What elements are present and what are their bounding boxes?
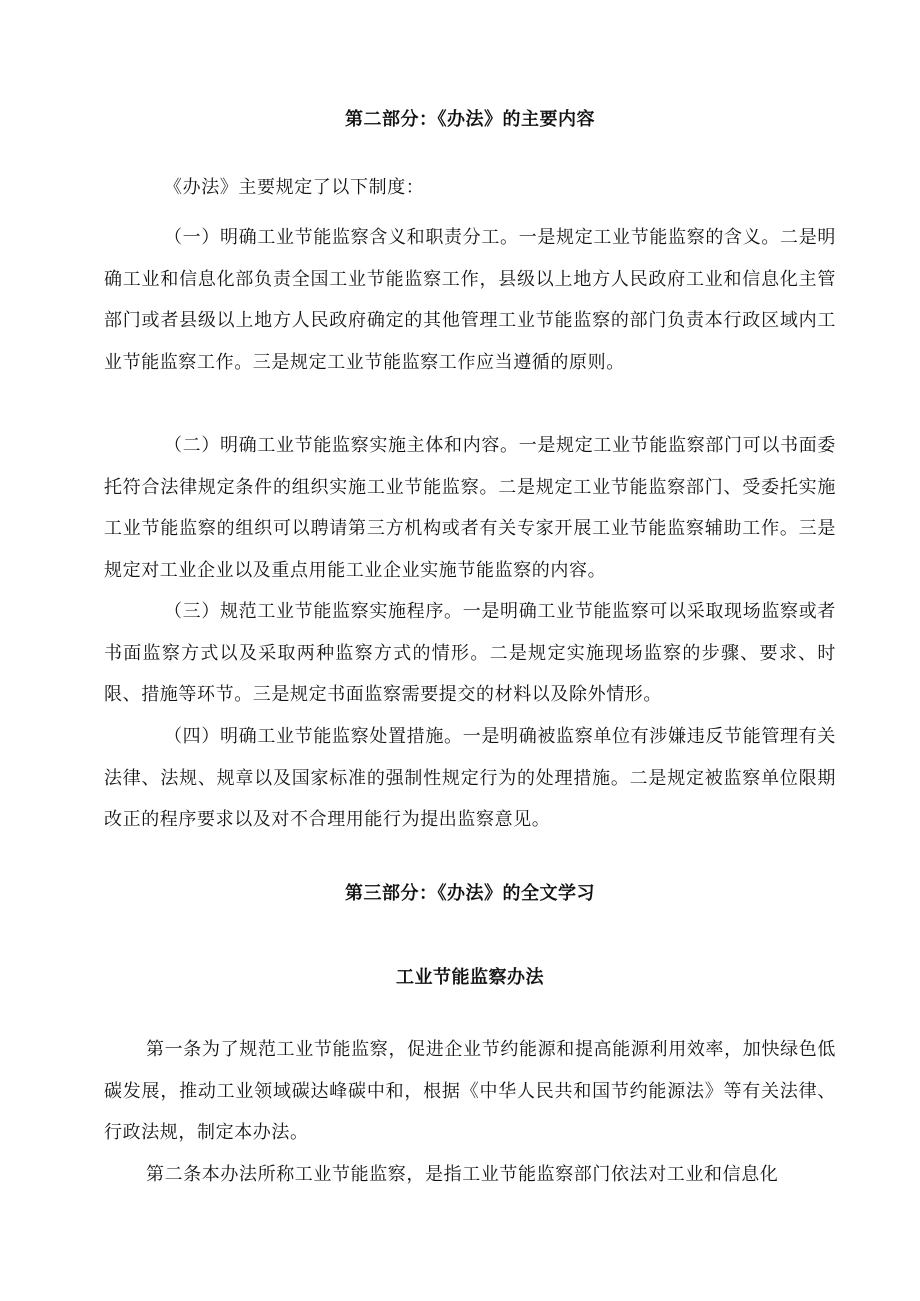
part2-item-2: （二）明确工业节能监察实施主体和内容。一是规定工业节能监察部门可以书面委托符合法律规定条件的组织实施工业节能监察。二是规定工业节能监察部门、受委托实施工业节能监察的组织可以聘请第三方机构或者有关专家开展工业节能监察辅助工作。三是规定对工业企业以及重点用能工业企业实施节能监察的内容。 [104,435,836,581]
article-2: 第二条本办法所称工业节能监察，是指工业节能监察部门依法对工业和信息化 [146,1164,779,1185]
part2-heading: 第二部分：《办法》的主要内容 [345,109,595,130]
part2-item-1: （一）明确工业节能监察含义和职责分工。一是规定工业节能监察的含义。二是明确工业和信息化部负责全国工业节能监察工作，县级以上地方人民政府工业和信息化主管部门或者县级以上地方人民政府确定的其他管理工业节能监察的部门负责本行政区域内工业节能监察工作。三是规定工业节能监察工作应当遵循的原则。 [104,227,836,373]
article-1: 第一条为了规范工业节能监察，促进企业节约能源和提高能源利用效率，加快绿色低碳发展，推动工业领域碳达峰碳中和，根据《中华人民共和国节约能源法》等有关法律、行政法规，制定本办法。 [104,1039,836,1143]
part2-item-4: （四）明确工业节能监察处置措施。一是明确被监察单位有涉嫌违反节能管理有关法律、法规、规章以及国家标准的强制性规定行为的处理措施。二是规定被监察单位限期改正的程序要求以及对不合理用能行为提出监察意见。 [104,726,836,830]
document-title: 工业节能监察办法 [396,967,544,988]
part2-intro: 《办法》主要规定了以下制度： [164,177,425,198]
part3-heading: 第三部分：《办法》的全文学习 [345,883,595,904]
part2-item-3: （三）规范工业节能监察实施程序。一是明确工业节能监察可以采取现场监察或者书面监察方式以及采取两种监察方式的情形。二是规定实施现场监察的步骤、要求、时限、措施等环节。三是规定书面监察需要提交的材料以及除外情形。 [104,601,836,705]
